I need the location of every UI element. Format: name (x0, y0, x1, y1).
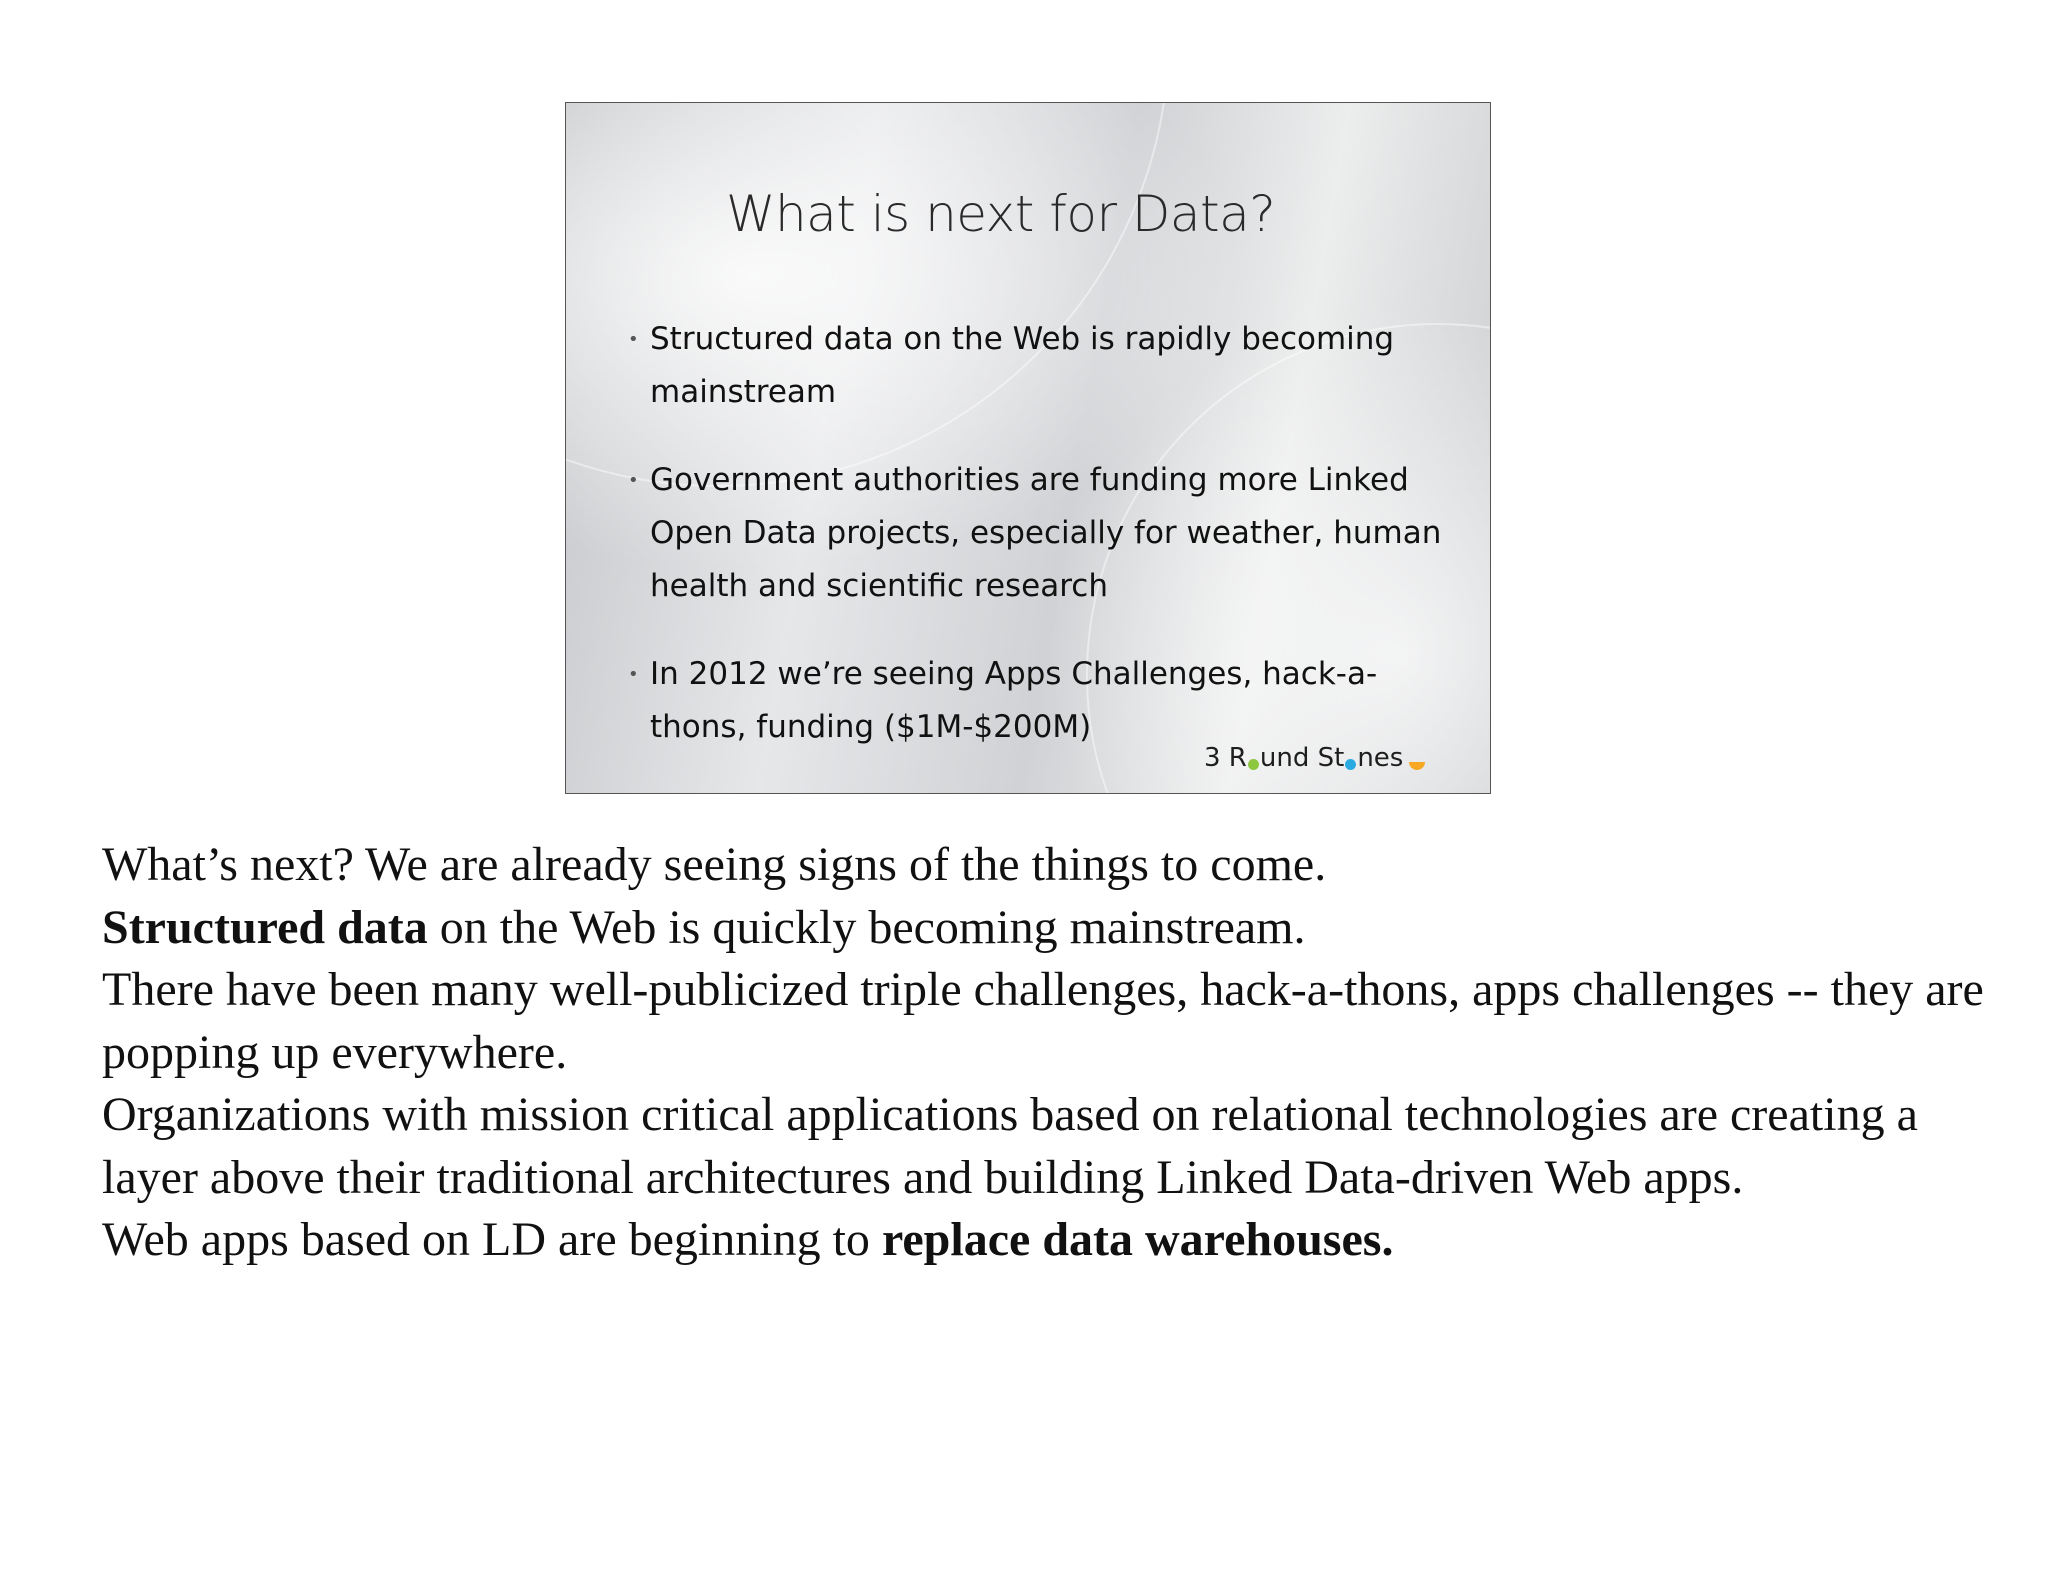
logo-swoosh-icon (1409, 762, 1425, 770)
logo-dot-icon (1345, 759, 1356, 770)
notes-paragraph: Organizations with mission critical applications based on relational technologies are creating a layer above their traditional architectures and building Linked Data-driven Web apps. (102, 1088, 1918, 1204)
slide-bullet-text: In 2012 we’re seeing Apps Challenges, hack-a-thons, funding ($1M-$200M) (650, 656, 1378, 745)
company-logo (1204, 743, 1425, 773)
slide-bullet-text: Structured data on the Web is rapidly becoming mainstream (650, 321, 1395, 410)
notes-paragraph (102, 897, 2002, 960)
bullet-marker: • (628, 664, 639, 685)
slide-bullet-item (628, 454, 1468, 613)
notes-text: Web apps based on LD are beginning to (102, 1213, 882, 1266)
slide-title: What is next for Data? (726, 185, 1276, 243)
logo-text-part: und St (1259, 743, 1345, 773)
notes-paragraph: What’s next? We are already seeing signs of the things to come. (102, 838, 1327, 891)
notes-paragraph (102, 1209, 2002, 1272)
logo-dot-icon (1248, 759, 1259, 770)
bullet-marker: • (628, 329, 639, 350)
slide-bullet-list (628, 313, 1468, 789)
notes-text: on the Web is quickly becoming mainstream. (427, 900, 1306, 954)
notes-bold-text: Structured data (102, 900, 428, 954)
slide-thumbnail (565, 102, 1491, 794)
notes-bold-text: replace data warehouses. (881, 1213, 1394, 1266)
bullet-marker: • (628, 470, 639, 491)
logo-text-part: 3 R (1204, 743, 1247, 773)
notes-paragraph: There have been many well-publicized triple challenges, hack-a-thons, apps challenges -- they are popping up everywhere. (102, 963, 1984, 1079)
slide-bullet-text: Government authorities are funding more Linked Open Data projects, especially for weather, human health and scientific research (650, 462, 1442, 604)
logo-text-part: nes (1357, 743, 1404, 773)
speaker-notes (102, 834, 2002, 1272)
slide-bullet-item (628, 648, 1468, 754)
slide-bullet-item (628, 313, 1468, 419)
